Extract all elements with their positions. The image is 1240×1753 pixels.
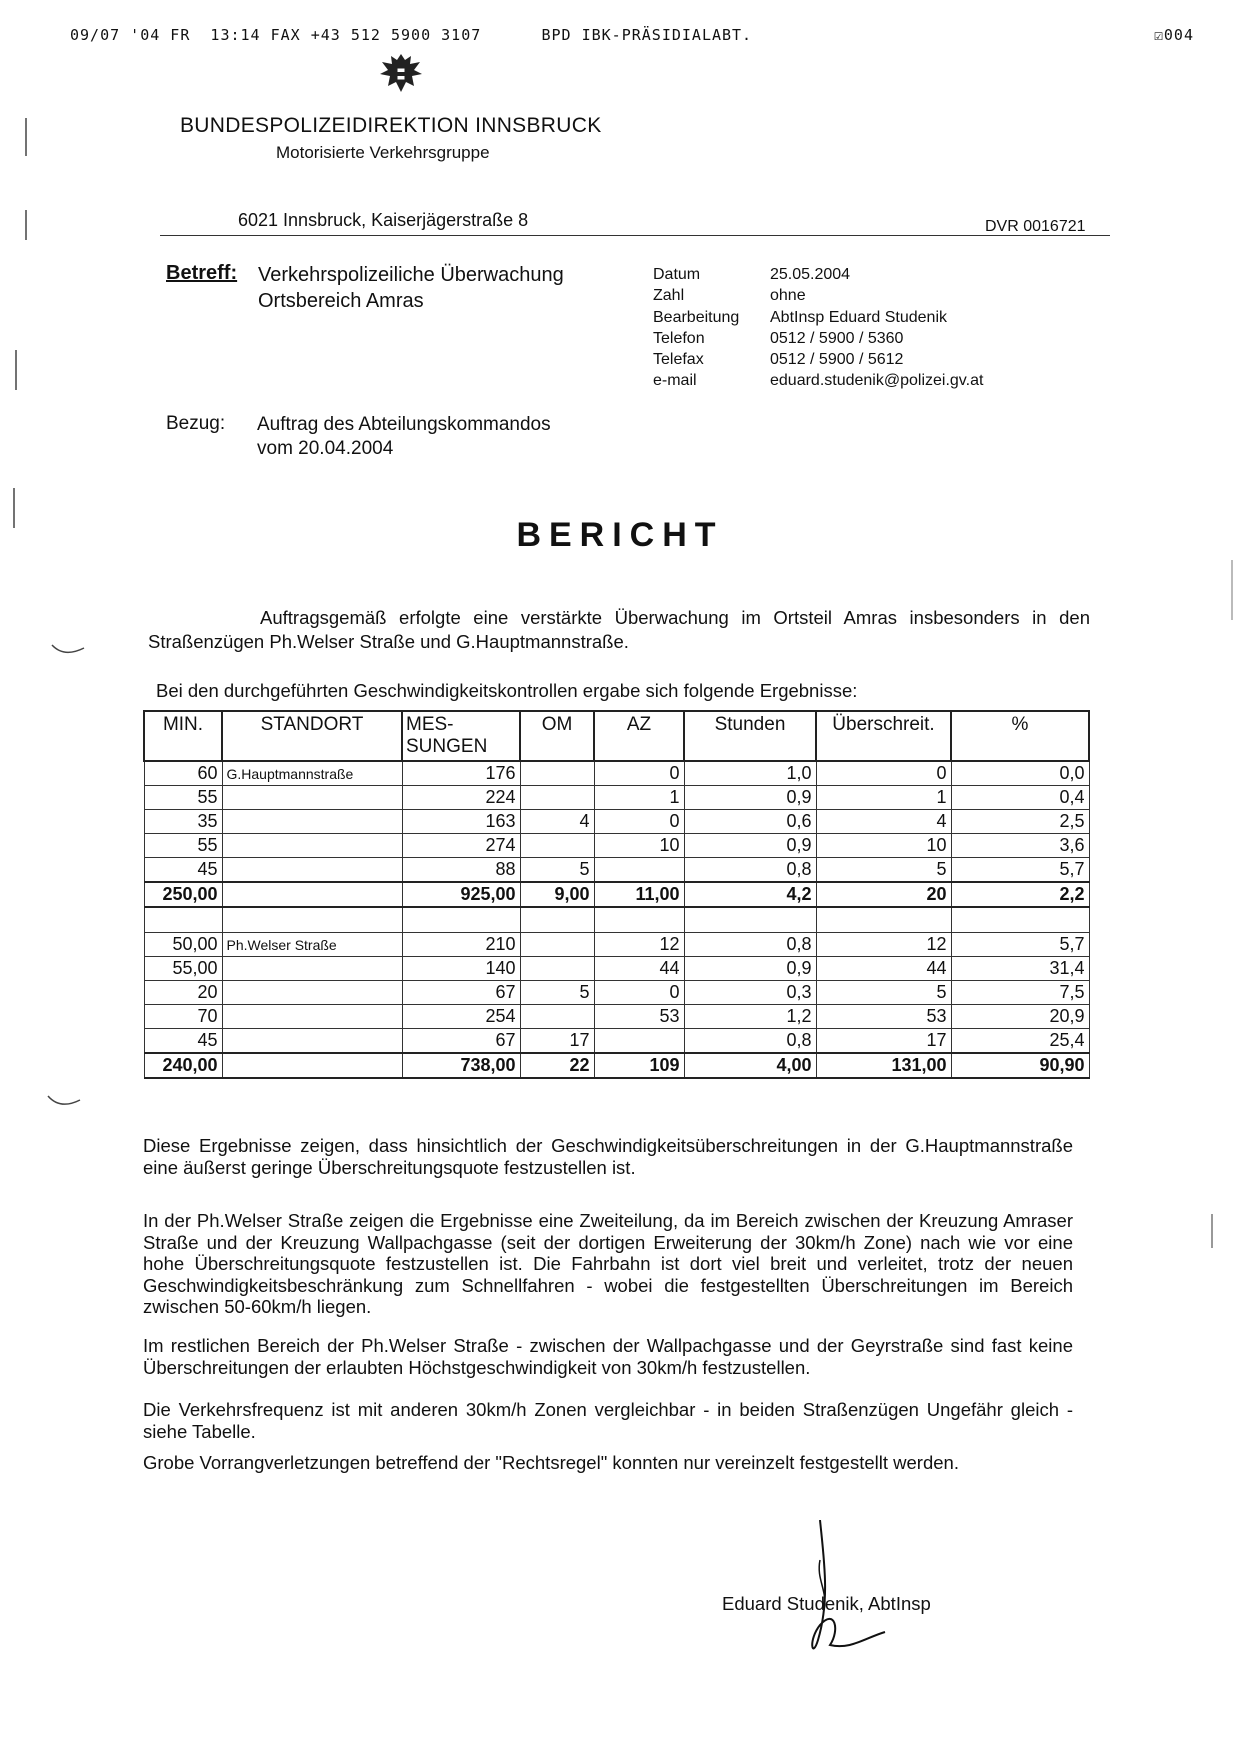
table-cell: 20 bbox=[144, 981, 222, 1005]
table-cell: 60 bbox=[144, 761, 222, 786]
table-cell: 5 bbox=[520, 858, 594, 883]
table-cell: 176 bbox=[402, 761, 520, 786]
table-cell: 7,5 bbox=[951, 981, 1089, 1005]
table-cell: 10 bbox=[594, 834, 684, 858]
meta-label: e-mail bbox=[653, 372, 697, 390]
col-header: Überschreit. bbox=[816, 711, 951, 761]
meta-value-bearbeitung: AbtInsp Eduard Studenik bbox=[770, 308, 948, 326]
table-cell: 0,9 bbox=[684, 786, 816, 810]
col-header: STANDORT bbox=[222, 711, 402, 761]
table-cell: 1,0 bbox=[684, 761, 816, 786]
table-cell: 53 bbox=[816, 1005, 951, 1029]
bezug-line-2: vom 20.04.2004 bbox=[257, 438, 394, 459]
meta-label: Datum bbox=[653, 266, 701, 283]
table-cell: 2,5 bbox=[951, 810, 1089, 834]
table-cell: 4 bbox=[520, 810, 594, 834]
table-cell: 17 bbox=[520, 1029, 594, 1054]
table-cell: 1 bbox=[816, 786, 951, 810]
signature-name: Eduard Studenik, AbtInsp bbox=[722, 1593, 931, 1614]
meta-label: Zahl bbox=[653, 287, 685, 305]
table-cell: 5,7 bbox=[951, 933, 1089, 957]
report-title: BERICHT bbox=[516, 516, 724, 554]
meta-label: Bearbeitung bbox=[653, 308, 740, 326]
body-paragraph-4: Die Verkehrsfrequenz ist mit anderen 30km/h Zonen vergleichbar - in beiden Straßenzügen Ungefähr gleich - siehe Tabelle. bbox=[143, 1399, 1073, 1442]
table-cell: 53 bbox=[594, 1005, 684, 1029]
bezug-line-1: Auftrag des Abteilungskommandos bbox=[257, 414, 551, 435]
meta-value-telefax: 0512 / 5900 / 5612 bbox=[770, 351, 904, 369]
table-cell: 0,4 bbox=[951, 786, 1089, 810]
org-name: BUNDESPOLIZEIDIREKTION INNSBRUCK bbox=[180, 114, 602, 137]
table-cell: 250,00 bbox=[144, 882, 222, 907]
table-cell: 12 bbox=[816, 933, 951, 957]
table-cell: 140 bbox=[402, 957, 520, 981]
table-cell: 224 bbox=[402, 786, 520, 810]
meta-value-email: eduard.studenik@polizei.gv.at bbox=[770, 372, 984, 390]
table-cell: 4 bbox=[816, 810, 951, 834]
betreff-label: Betreff: bbox=[166, 262, 238, 284]
table-cell: 0 bbox=[594, 761, 684, 786]
table-cell: 0 bbox=[594, 810, 684, 834]
table-cell: 45 bbox=[144, 1029, 222, 1054]
meta-value-zahl: ohne bbox=[770, 287, 806, 305]
table-cell: 3,6 bbox=[951, 834, 1089, 858]
table-cell: 240,00 bbox=[144, 1053, 222, 1078]
table-cell: 11,00 bbox=[594, 882, 684, 907]
table-cell: 1 bbox=[594, 786, 684, 810]
table-cell: 9,00 bbox=[520, 882, 594, 907]
table-cell: 90,90 bbox=[951, 1053, 1089, 1078]
table-cell: 88 bbox=[402, 858, 520, 883]
table-cell: 0,9 bbox=[684, 957, 816, 981]
table-cell: 67 bbox=[402, 1029, 520, 1054]
org-address: 6021 Innsbruck, Kaiserjägerstraße 8 bbox=[238, 210, 529, 230]
table-intro: Bei den durchgeführten Geschwindigkeitskontrollen ergabe sich folgende Ergebnisse: bbox=[156, 680, 858, 701]
table-cell: 925,00 bbox=[402, 882, 520, 907]
table-cell: G.Hauptmannstraße bbox=[222, 761, 402, 786]
table-cell: 55 bbox=[144, 786, 222, 810]
table-cell: 131,00 bbox=[816, 1053, 951, 1078]
table-cell: 44 bbox=[816, 957, 951, 981]
table-cell: 0,3 bbox=[684, 981, 816, 1005]
col-header: Stunden bbox=[684, 711, 816, 761]
dvr-number: DVR 0016721 bbox=[985, 218, 1086, 235]
meta-value-telefon: 0512 / 5900 / 5360 bbox=[770, 329, 904, 347]
body-paragraph-3: Im restlichen Bereich der Ph.Welser Straße - zwischen der Wallpachgasse und der Geyrstraße sind fast keine Überschreitungen der erlaubten Höchstgeschwindigkeit von 30km/h festzustellen. bbox=[143, 1335, 1073, 1378]
table-cell: 55 bbox=[144, 834, 222, 858]
table-cell: 0 bbox=[594, 981, 684, 1005]
table-cell: 0,6 bbox=[684, 810, 816, 834]
table-cell: 2,2 bbox=[951, 882, 1089, 907]
table-cell: 22 bbox=[520, 1053, 594, 1078]
table-cell: 25,4 bbox=[951, 1029, 1089, 1054]
table-cell: 5 bbox=[520, 981, 594, 1005]
meta-label: Telefax bbox=[653, 351, 704, 369]
org-unit: Motorisierte Verkehrsgruppe bbox=[276, 143, 490, 162]
table-cell: 1,2 bbox=[684, 1005, 816, 1029]
col-header: AZ bbox=[594, 711, 684, 761]
table-cell: 35 bbox=[144, 810, 222, 834]
table-cell: 10 bbox=[816, 834, 951, 858]
table-cell: 5 bbox=[816, 981, 951, 1005]
table-cell: 0 bbox=[816, 761, 951, 786]
table-cell: 4,2 bbox=[684, 882, 816, 907]
table-cell: 45 bbox=[144, 858, 222, 883]
table-cell: 55,00 bbox=[144, 957, 222, 981]
fax-page-number: ☑004 bbox=[1153, 26, 1194, 44]
col-header: % bbox=[951, 711, 1089, 761]
meta-label: Telefon bbox=[653, 329, 705, 347]
table-cell: 0,0 bbox=[951, 761, 1089, 786]
col-header: MES-SUNGEN bbox=[402, 711, 520, 761]
table-cell: 5 bbox=[816, 858, 951, 883]
table-cell: 70 bbox=[144, 1005, 222, 1029]
table-cell: 4,00 bbox=[684, 1053, 816, 1078]
betreff-line-1: Verkehrspolizeiliche Überwachung bbox=[258, 264, 564, 286]
body-paragraph-1: Diese Ergebnisse zeigen, dass hinsichtlich der Geschwindigkeitsüberschreitungen in der G.Hauptmannstraße eine äußerst geringe Überschreitungsquote festzustellen ist. bbox=[143, 1135, 1073, 1178]
body-paragraph-2: In der Ph.Welser Straße zeigen die Ergebnisse eine Zweiteilung, da im Bereich zwischen der Kreuzung Amraser Straße und der Kreuzung Wallpachgasse (seit der dortigen Erweiterung der 30km/h Zone) nach wie vor eine hohe Überschreitungsquote festzustellen ist. Die Fahrbahn ist dort viel breit und verleitet, trotz der neuen Geschwindigkeitsbeschränkung zum Schnellfahren - wobei die festgestellten Überschreitungen im Bereich zwischen 50-60km/h liegen. bbox=[143, 1210, 1073, 1318]
betreff-line-2: Ortsbereich Amras bbox=[258, 290, 424, 312]
table-cell: 31,4 bbox=[951, 957, 1089, 981]
col-header: OM bbox=[520, 711, 594, 761]
table-cell: 50,00 bbox=[144, 933, 222, 957]
table-cell: 67 bbox=[402, 981, 520, 1005]
table-cell: Ph.Welser Straße bbox=[222, 933, 402, 957]
table-cell: 0,9 bbox=[684, 834, 816, 858]
col-header: MIN. bbox=[144, 711, 222, 761]
fax-header-line: 09/07 '04 FR 13:14 FAX +43 512 5900 3107 BPD IBK-PRÄSIDIALABT. bbox=[70, 26, 753, 44]
table-cell: 0,8 bbox=[684, 858, 816, 883]
intro-paragraph: Auftragsgemäß erfolgte eine verstärkte Überwachung im Ortsteil Amras insbesonders in den Straßenzügen Ph.Welser Straße und G.Hauptmannstraße. bbox=[148, 607, 1090, 652]
table-cell: 163 bbox=[402, 810, 520, 834]
table-cell: 0,8 bbox=[684, 1029, 816, 1054]
table-cell: 109 bbox=[594, 1053, 684, 1078]
body-paragraph-5: Grobe Vorrangverletzungen betreffend der "Rechtsregel" konnten nur vereinzelt festgestellt werden. bbox=[143, 1452, 959, 1473]
table-cell: 254 bbox=[402, 1005, 520, 1029]
table-cell: 17 bbox=[816, 1029, 951, 1054]
table-cell: 44 bbox=[594, 957, 684, 981]
table-cell: 274 bbox=[402, 834, 520, 858]
table-cell: 20 bbox=[816, 882, 951, 907]
table-cell: 210 bbox=[402, 933, 520, 957]
bezug-label: Bezug: bbox=[166, 413, 226, 434]
table-cell: 0,8 bbox=[684, 933, 816, 957]
table-cell: 5,7 bbox=[951, 858, 1089, 883]
table-cell: 738,00 bbox=[402, 1053, 520, 1078]
table-cell: 12 bbox=[594, 933, 684, 957]
table-cell: 20,9 bbox=[951, 1005, 1089, 1029]
meta-value-date: 25.05.2004 bbox=[770, 266, 851, 283]
